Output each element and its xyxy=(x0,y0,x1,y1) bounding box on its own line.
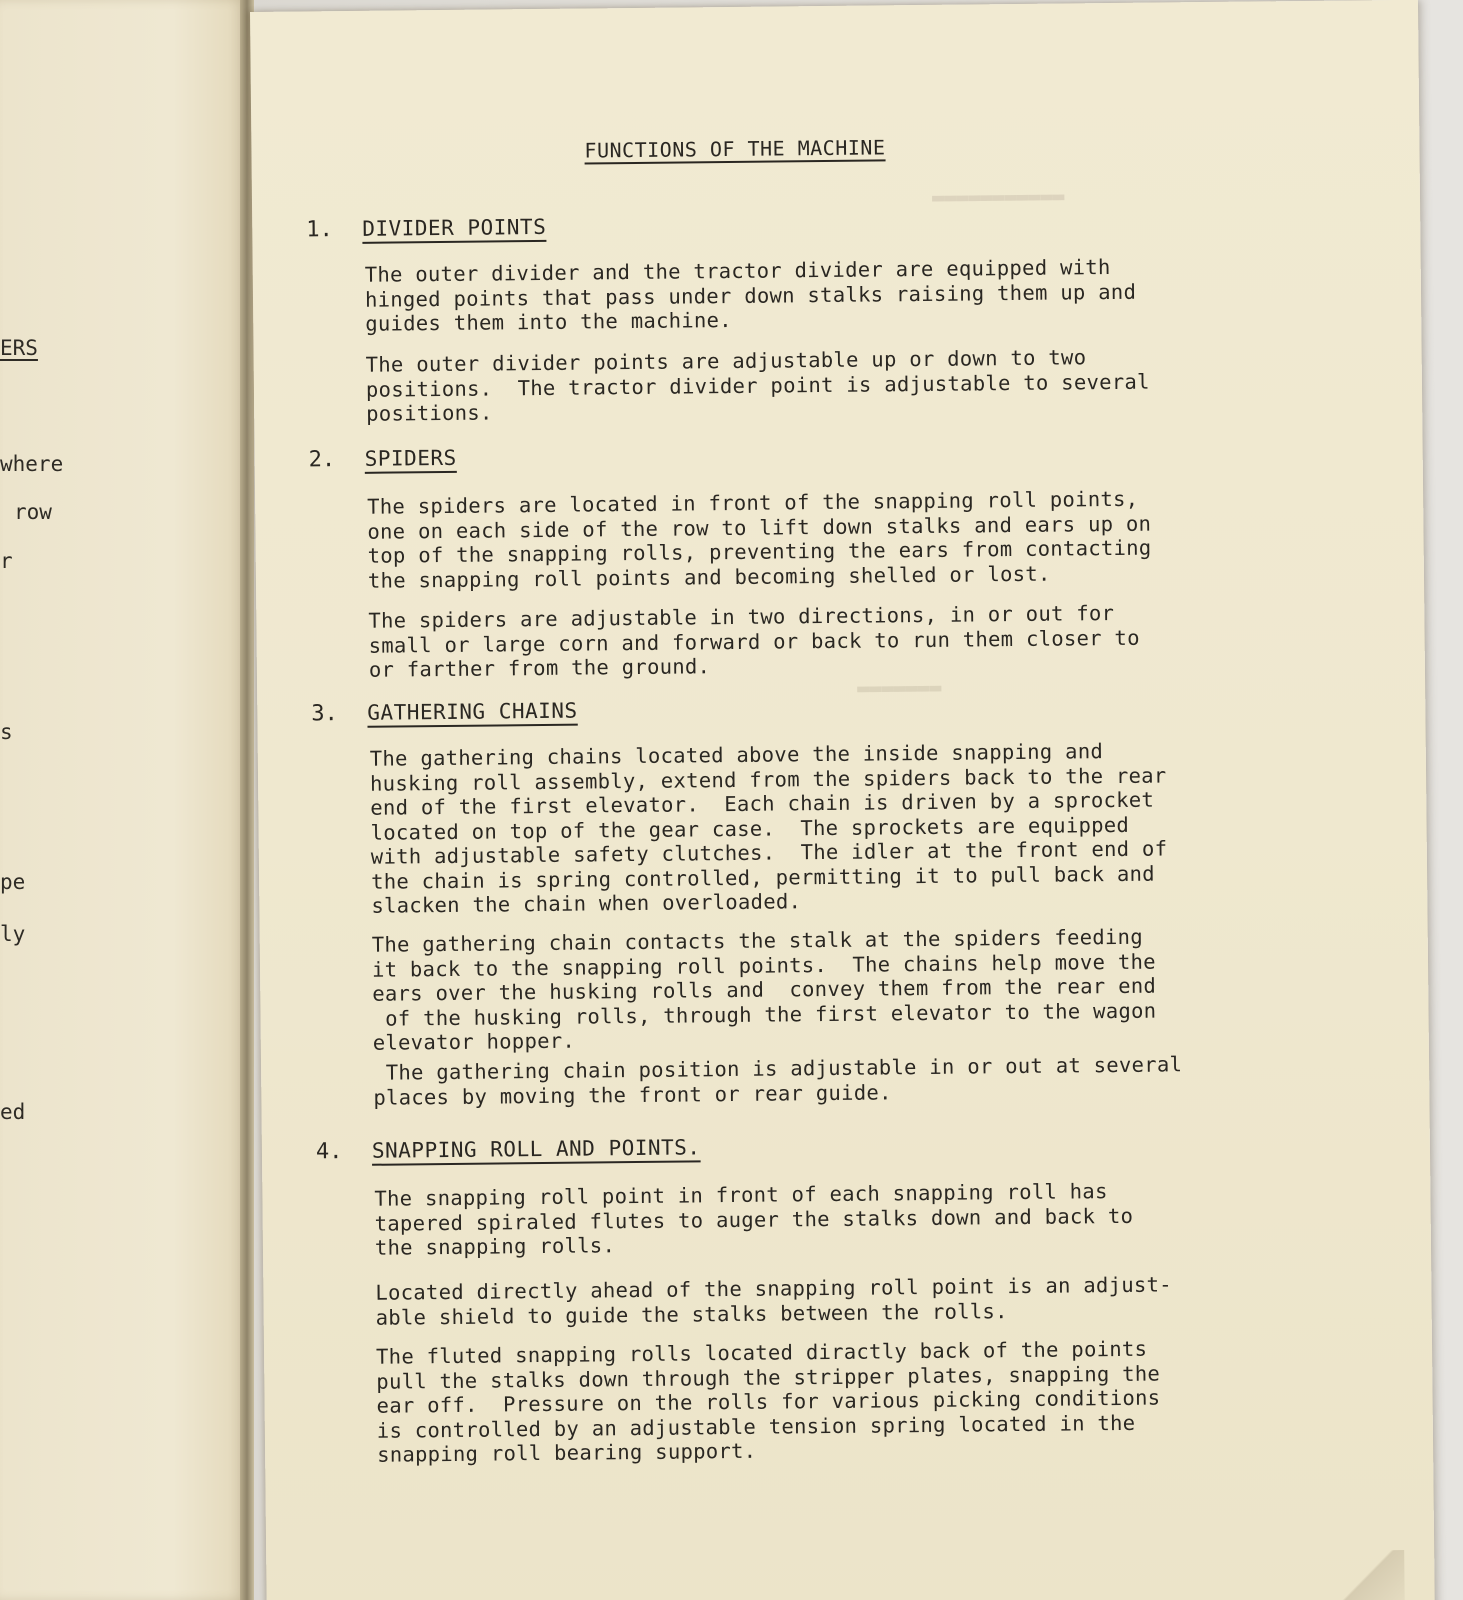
paragraph: The outer divider and the tractor divider are equipped with hinged points that pass under down stalks raising them up and guides them into the machine. xyxy=(364,255,1137,336)
left-page-fragment: ERS xyxy=(0,336,38,360)
paragraph: The gathering chains located above the inside snapping and husking roll assembly, extend from the spiders back to the rear end of the first elevator. Each chain is driven by a sprocket located on top of the gear case. The sprockets are equipped with adjustable safety clutches. The idler at the front end of the chain is spring controlled, permitting it to pull back and slacken the chain when overloaded. xyxy=(369,739,1168,918)
left-page-fragment: pe xyxy=(0,870,26,894)
paragraph: The fluted snapping rolls located diractly back of the points pull the stalks down through the stripper plates, snapping the ear off. Pressure on the rolls for various picking conditions is controlled by an adjustable tension spring located in the snapping roll bearing support. xyxy=(375,1336,1161,1467)
section-heading: SNAPPING ROLL AND POINTS. xyxy=(371,1135,701,1163)
left-page-fragment: where xyxy=(0,452,64,476)
left-page-fragment: row xyxy=(14,500,52,524)
page-title: FUNCTIONS OF THE MACHINE xyxy=(584,135,886,163)
section-divider-points xyxy=(306,206,1366,426)
page-corner-fold xyxy=(1314,1550,1405,1600)
section-snapping-roll-and-points xyxy=(315,1128,1376,1467)
left-page xyxy=(0,0,247,1600)
left-page-fragment: s xyxy=(0,720,13,744)
section-number: 3. xyxy=(311,701,338,727)
section-number: 2. xyxy=(308,447,336,473)
bleed-through-shading: ▬▬▬▬▬▬▬▬▬▬▬ xyxy=(931,183,1065,209)
right-page xyxy=(250,0,1435,1600)
section-heading: SPIDERS xyxy=(364,445,457,471)
paragraph: The gathering chain position is adjustable in or out at several places by moving the front or rear guide. xyxy=(372,1052,1183,1110)
left-page-fragment: ly xyxy=(0,922,26,946)
paragraph: The gathering chain contacts the stalk at the spiders feeding it back to the snapping roll points. The chains help move the ears over the husking rolls and convey them from the rear end of the husking rolls, through the first elevator to the wagon elevator hopper. xyxy=(371,924,1157,1055)
section-number: 4. xyxy=(315,1139,343,1165)
section-heading: GATHERING CHAINS xyxy=(367,698,578,725)
paragraph: The outer divider points are adjustable up or down to two positions. The tractor divider point is adjustable to several positions. xyxy=(365,345,1150,426)
paragraph: The snapping roll point in front of each snapping roll has tapered spiraled flutes to auger the stalks down and back to the snapping rolls. xyxy=(374,1179,1134,1260)
bleed-through-shading: ▬▬▬▬▬▬▬ xyxy=(856,674,942,700)
paragraph: The spiders are located in front of the snapping roll points, one on each side of the row to lift down stalks and ears up on top of the snapping rolls, preventing the ears from contacting the snapping roll points and becoming shelled or lost. xyxy=(367,486,1152,593)
left-page-fragment: r xyxy=(0,549,13,573)
paragraph: Located directly ahead of the snapping roll point is an adjust- able shield to guide the stalks between the rolls. xyxy=(375,1272,1172,1330)
left-page-fragment: ed xyxy=(0,1100,26,1124)
section-number: 1. xyxy=(306,217,333,243)
section-gathering-chains xyxy=(311,690,1371,1110)
section-spiders xyxy=(308,436,1369,682)
paragraph: The spiders are adjustable in two directions, in or out for small or large corn and forward or back to run them closer to or farther from the ground. xyxy=(368,600,1140,682)
section-heading: DIVIDER POINTS xyxy=(362,214,547,241)
